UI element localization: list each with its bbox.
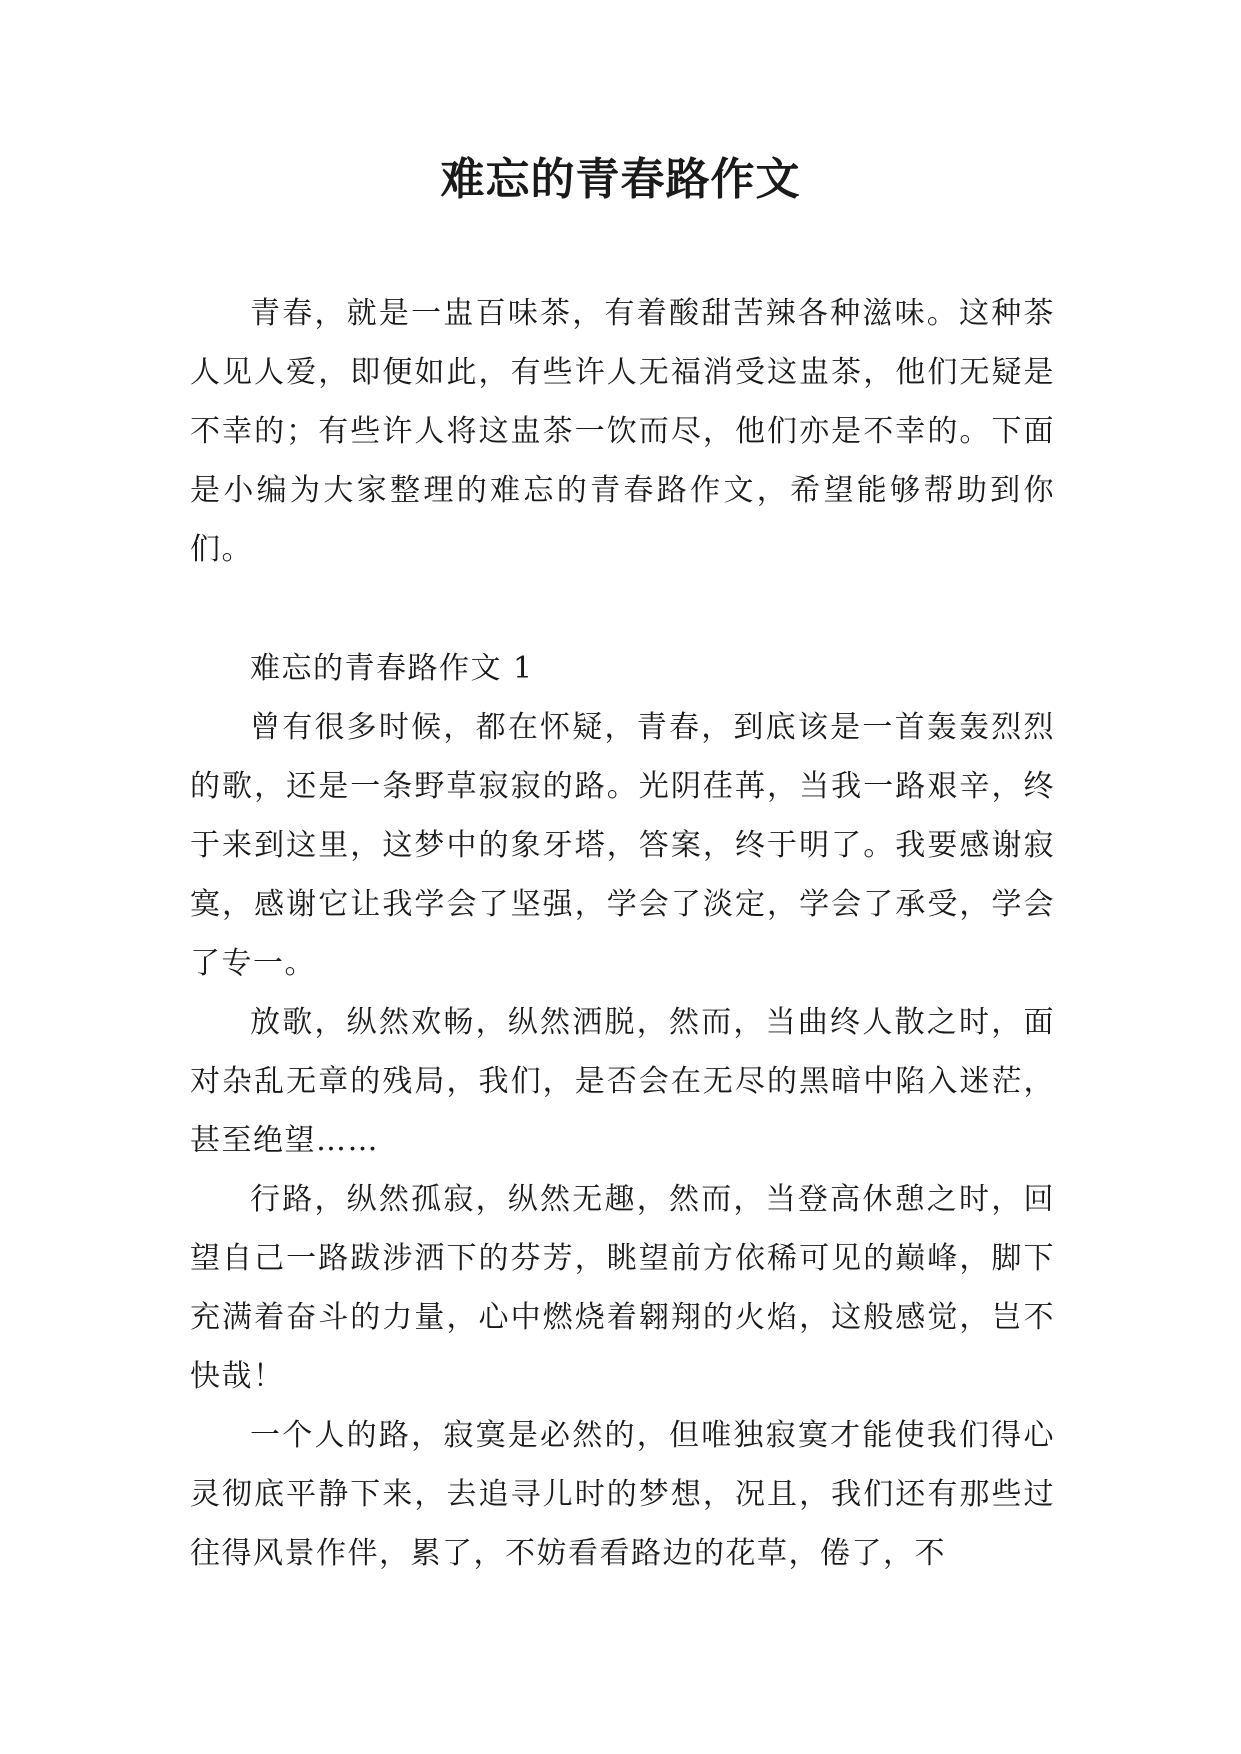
document-title: 难忘的青春路作文 xyxy=(440,154,801,205)
intro-paragraph: 青春，就是一盅百味茶，有着酸甜苦辣各种滋味。这种茶人见人爱，即便如此，有些许人无福消受这盅茶，他们无疑是不幸的；有些许人将这盅茶一饮而尽，他们亦是不幸的。下面是小编为大家整理的难忘的青春路作文，希望能够帮助到你们。 xyxy=(190,296,1055,567)
document-body xyxy=(190,284,1055,1583)
body-paragraph-4: 一个人的路，寂寞是必然的，但唯独寂寞才能使我们得心灵彻底平静下来，去追寻儿时的梦想，况且，我们还有那些过往得风景作伴，累了，不妨看看路边的花草，倦了，不 xyxy=(190,1418,1055,1571)
body-paragraph-3: 行路，纵然孤寂，纵然无趣，然而，当登高休憩之时，回望自己一路跋涉洒下的芬芳，眺望前方依稀可见的巅峰，脚下充满着奋斗的力量，心中燃烧着翱翔的火焰，这般感觉，岂不快哉！ xyxy=(190,1182,1055,1394)
body-paragraph-1: 曾有很多时候，都在怀疑，青春，到底该是一首轰轰烈烈的歌，还是一条野草寂寂的路。光阴荏苒，当我一路艰辛，终于来到这里，这梦中的象牙塔，答案，终于明了。我要感谢寂寞，感谢它让我学会了坚强，学会了淡定，学会了承受，学会了专一。 xyxy=(190,710,1055,981)
section-heading: 难忘的青春路作文 1 xyxy=(250,651,534,686)
body-paragraph-2: 放歌，纵然欢畅，纵然洒脱，然而，当曲终人散之时，面对杂乱无章的残局，我们，是否会在无尽的黑暗中陷入迷茫，甚至绝望…… xyxy=(190,1005,1055,1158)
